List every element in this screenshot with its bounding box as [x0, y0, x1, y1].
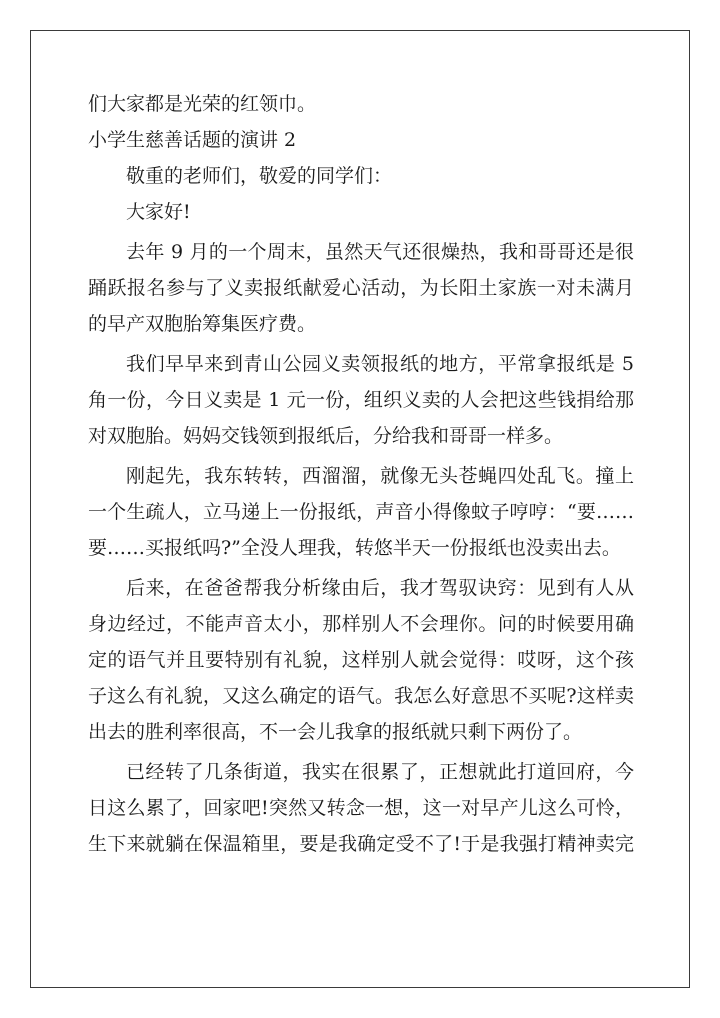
text-line: 们大家都是光荣的红领巾。: [88, 93, 317, 115]
greeting-line: 大家好!: [126, 201, 191, 223]
text-line: 去年 9 月的一个周末，虽然天气还很燥热，我和哥哥还是很: [126, 241, 634, 263]
text-line: 我们早早来到青山公园义卖领报纸的地方，平常拿报纸是 5: [126, 353, 634, 375]
text-line: 一个生疏人，立马递上一份报纸，声音小得像蚊子哼哼：“要……: [88, 501, 634, 523]
text-line: 要……买报纸吗?”全没人理我，转悠半天一份报纸也没卖出去。: [88, 537, 621, 559]
text-line: 角一份，今日义卖是 1 元一份，组织义卖的人会把这些钱捐给那: [88, 389, 634, 411]
text-line: 定的语气并且要特别有礼貌，这样别人就会觉得：哎呀，这个孩: [88, 649, 634, 671]
section-title: 小学生慈善话题的演讲 2: [88, 129, 297, 151]
text-line: 踊跃报名参与了义卖报纸献爱心活动，为长阳土家族一对未满月: [88, 277, 634, 299]
text-line: 的早产双胞胎筹集医疗费。: [88, 313, 317, 335]
text-line: 已经转了几条街道，我实在很累了，正想就此打道回府，今: [126, 761, 634, 783]
text-line: 对双胞胎。妈妈交钱领到报纸后，分给我和哥哥一样多。: [88, 425, 564, 447]
document-body: [88, 86, 634, 862]
text-line: 身边经过，不能声音太小，那样别人不会理你。问的时候要用确: [88, 613, 634, 635]
text-line: 刚起先，我东转转，西溜溜，就像无头苍蝇四处乱飞。撞上: [126, 465, 634, 487]
text-line: 后来，在爸爸帮我分析缘由后，我才驾驭诀窍：见到有人从: [126, 577, 634, 599]
text-line: 生下来就躺在保温箱里，要是我确定受不了!于是我强打精神卖完: [88, 833, 634, 855]
text-line: 出去的胜利率很高，不一会儿我拿的报纸就只剩下两份了。: [88, 721, 583, 743]
text-line: 日这么累了，回家吧!突然又转念一想，这一对早产儿这么可怜，: [88, 797, 634, 819]
salutation-line: 敬重的老师们，敬爱的同学们：: [126, 165, 393, 187]
text-line: 子这么有礼貌，又这么确定的语气。我怎么好意思不买呢?这样卖: [88, 685, 634, 707]
